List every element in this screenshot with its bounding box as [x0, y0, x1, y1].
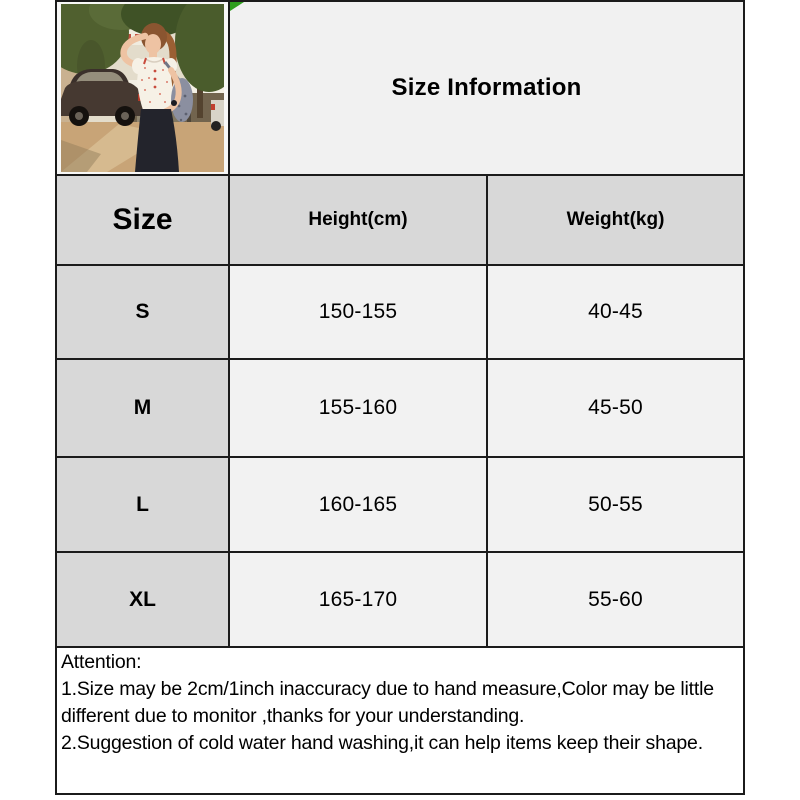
- table-row-xl: [57, 553, 743, 648]
- attention-line: 1.Size may be 2cm/1inch inaccuracy due to hand measure,Color may be little: [61, 678, 714, 700]
- attention-line: different due to monitor ,thanks for your understanding.: [61, 705, 525, 727]
- size-cell: XL: [57, 553, 230, 646]
- table-header-row: [57, 176, 743, 266]
- weight-cell: 40-45: [488, 266, 743, 358]
- table-row-l: [57, 458, 743, 553]
- size-chart-sheet: [55, 0, 745, 795]
- size-information-header-cell: [230, 2, 743, 174]
- green-corner-flag-icon: [230, 2, 244, 11]
- attention-line: 2.Suggestion of cold water hand washing,it can help items keep their shape.: [61, 732, 703, 754]
- column-header-size: Size: [57, 176, 230, 264]
- column-header-weight: Weight(kg): [488, 176, 743, 264]
- page-title: Size Information: [391, 74, 582, 101]
- size-cell: M: [57, 360, 230, 456]
- size-cell: L: [57, 458, 230, 551]
- attention-title: Attention:: [61, 651, 142, 673]
- table-row-s: [57, 266, 743, 360]
- size-cell: S: [57, 266, 230, 358]
- attention-note: [57, 648, 743, 791]
- weight-cell: 45-50: [488, 360, 743, 456]
- top-row: [57, 2, 743, 176]
- height-cell: 160-165: [230, 458, 488, 551]
- weight-cell: 50-55: [488, 458, 743, 551]
- weight-cell: 55-60: [488, 553, 743, 646]
- product-photo: [61, 4, 224, 172]
- table-row-m: [57, 360, 743, 458]
- height-cell: 155-160: [230, 360, 488, 456]
- height-cell: 150-155: [230, 266, 488, 358]
- product-photo-cell: [57, 2, 230, 174]
- height-cell: 165-170: [230, 553, 488, 646]
- column-header-height: Height(cm): [230, 176, 488, 264]
